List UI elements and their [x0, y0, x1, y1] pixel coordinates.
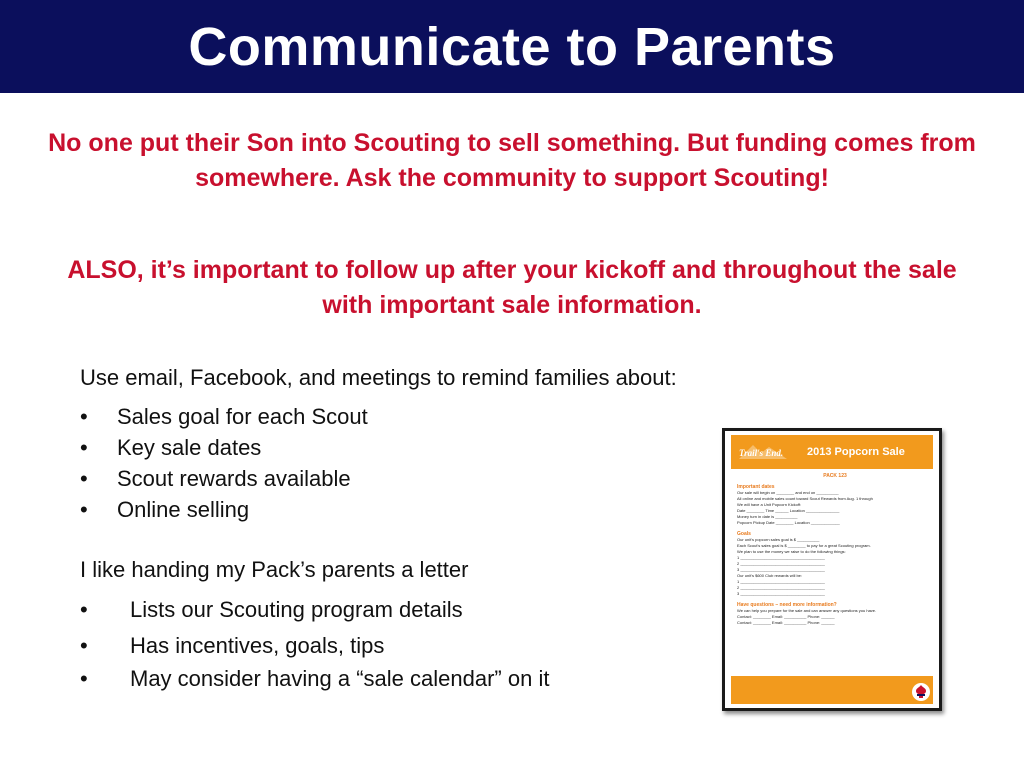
trails-end-logo [735, 439, 791, 465]
bullet-icon: • [80, 435, 88, 460]
flyer-goals-heading: Goals [737, 531, 751, 537]
bullet-icon: • [80, 597, 88, 622]
popcorn-sale-flyer [722, 428, 942, 711]
list-item [80, 497, 368, 528]
list-item-text: Lists our Scouting program details [130, 597, 463, 622]
flyer-line: Date ________ Time ______ Location _______________ [737, 508, 840, 513]
letter-intro: I like handing my Pack’s parents a letter [80, 557, 469, 582]
follow-up-message: ALSO, it’s important to follow up after your kickoff and throughout the sale with important sale information. [67, 256, 957, 319]
flyer-line: We will have a Unit Popcorn Kickoff: [737, 502, 802, 507]
list-item [80, 404, 368, 435]
list-item-text: Key sale dates [117, 435, 262, 460]
list-item-text: Online selling [117, 497, 250, 522]
bullet-icon: • [80, 666, 88, 691]
flyer-line: 2 ______________________________________ [737, 585, 825, 590]
svg-text:Trail's End.: Trail's End. [739, 448, 784, 458]
bullet-icon: • [80, 497, 88, 522]
list-item-text: Sales goal for each Scout [117, 404, 368, 429]
list-item-text: Scout rewards available [117, 466, 351, 491]
bullet-icon: • [80, 466, 88, 491]
list-item [80, 633, 549, 666]
flyer-body [737, 471, 933, 626]
flyer-header [731, 435, 933, 469]
list-item-text: Has incentives, goals, tips [130, 633, 385, 658]
bsa-emblem-icon [911, 682, 931, 702]
flyer-line: All online and mobile sales count toward Scout Rewards from Aug. 1 through [737, 496, 873, 501]
flyer-line: We can help you prepare for the sale and can answer any questions you have. [737, 608, 877, 613]
flyer-line: Money turn in date is __________ [737, 514, 798, 519]
flyer-line: We plan to use the money we raise to do the following things: [737, 549, 846, 554]
flyer-pack: PACK 123 [823, 473, 847, 479]
list-item [80, 435, 368, 466]
flyer-line: 1 ______________________________________ [737, 579, 825, 584]
slide-title: Communicate to Parents [188, 16, 836, 77]
flyer-line: 2 ______________________________________ [737, 561, 825, 566]
flyer-questions-heading: Have questions – need more information? [737, 602, 837, 608]
title-bar [0, 0, 1024, 93]
letter-list [80, 597, 549, 699]
flyer-line: Contact: ________ Email: __________ Phone: ______ [737, 614, 835, 619]
list-item [80, 597, 549, 633]
list-item-text: May consider having a “sale calendar” on it [130, 666, 550, 691]
reminder-list [80, 404, 368, 528]
flyer-line: Contact: ________ Email: __________ Phone: ______ [737, 620, 835, 625]
flyer-line: Each Scout's sales goal is $ ________ to pay for a great Scouting program. [737, 543, 871, 548]
flyer-dates-heading: Important dates [737, 484, 775, 490]
flyer-line: Our unit's $600 Club rewards will be: [737, 573, 803, 578]
list-item [80, 466, 368, 497]
flyer-line: 3 ______________________________________ [737, 591, 825, 596]
list-item [80, 666, 549, 699]
flyer-line: Popcorn Pickup Date ________ Location _____________ [737, 520, 840, 525]
reminder-intro: Use email, Facebook, and meetings to remind families about: [80, 365, 677, 390]
funding-message: No one put their Son into Scouting to sell something. But funding comes from somewhere. Ask the community to support Scouting! [48, 129, 976, 192]
bullet-icon: • [80, 633, 88, 658]
flyer-line: 1 ______________________________________ [737, 555, 825, 560]
flyer-line: Our unit's popcorn sales goal is $ __________ [737, 537, 820, 542]
flyer-title: 2013 Popcorn Sale [807, 446, 905, 458]
flyer-footer-band [731, 676, 933, 704]
flyer-line: 3 ______________________________________ [737, 567, 825, 572]
bullet-icon: • [80, 404, 88, 429]
flyer-line: Our sale will begin on ________ and end on __________ [737, 490, 839, 495]
